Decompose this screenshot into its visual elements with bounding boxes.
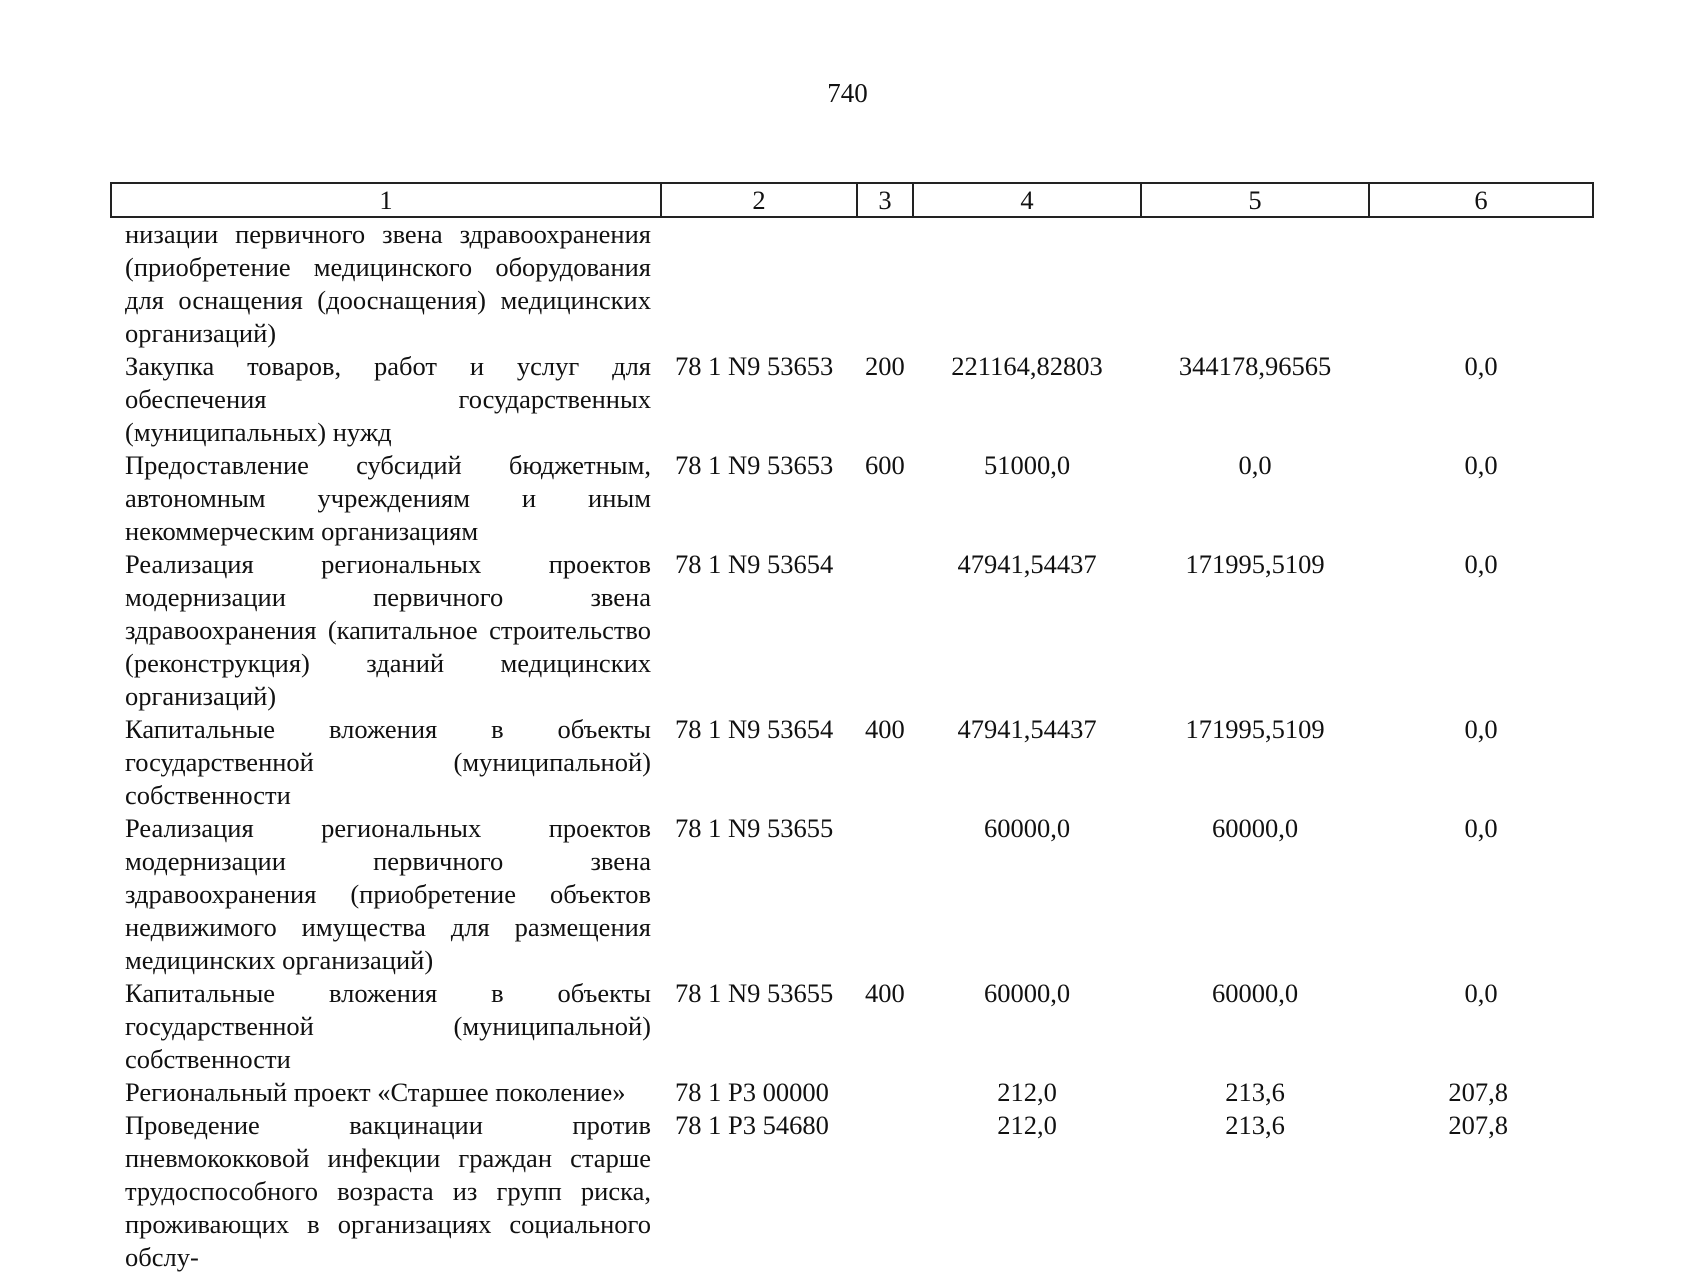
row-value-5 (1141, 217, 1369, 350)
row-expense-type (857, 1109, 913, 1274)
row-value-5: 171995,5109 (1185, 714, 1325, 744)
table-row (111, 1109, 1593, 1274)
page-number: 740 (827, 78, 868, 108)
header-col-2: 2 (661, 183, 857, 217)
row-expense-type (857, 1076, 913, 1109)
table-row (111, 1076, 1593, 1109)
row-code: 78 1 N9 53654 (675, 714, 834, 744)
row-value-5: 60000,0 (1211, 978, 1299, 1008)
table-row (111, 350, 1593, 449)
row-expense-type (857, 548, 913, 713)
row-name: Проведение вакцинации против пневмококковой инфекции граждан старше трудоспособного возраста из групп риска, проживающих в организациях социального обслу- (125, 1110, 651, 1272)
row-value-4: 60000,0 (983, 978, 1071, 1008)
row-value-5: 171995,5109 (1185, 549, 1325, 579)
row-value-4: 212,0 (997, 1077, 1057, 1107)
row-expense-type: 400 (865, 714, 905, 744)
row-value-5: 60000,0 (1211, 813, 1299, 843)
row-name: Реализация региональных проектов модернизации первичного звена здравоохранения (капитальное строительство (реконструкция) зданий медицинских организаций) (125, 549, 651, 711)
row-value-4: 221164,82803 (951, 351, 1103, 381)
table-row (111, 812, 1593, 977)
row-value-6: 207,8 (1448, 1110, 1508, 1140)
row-value-6: 0,0 (1464, 813, 1498, 843)
row-expense-type: 400 (865, 978, 905, 1008)
row-code: 78 1 N9 53653 (675, 450, 834, 480)
row-name: Региональный проект «Старшее поколение» (125, 1077, 626, 1107)
row-value-6: 0,0 (1464, 450, 1498, 480)
row-code: 78 1 P3 00000 (675, 1077, 829, 1107)
row-value-6: 0,0 (1464, 978, 1498, 1008)
row-value-4: 212,0 (997, 1110, 1057, 1140)
row-code (661, 217, 857, 350)
table-header (111, 183, 1593, 217)
row-value-4: 51000,0 (983, 450, 1071, 480)
table-row (111, 713, 1593, 812)
row-value-6 (1369, 217, 1593, 350)
row-value-5: 213,6 (1225, 1077, 1285, 1107)
header-col-4: 4 (913, 183, 1141, 217)
table-row (111, 977, 1593, 1076)
row-code: 78 1 N9 53655 (675, 813, 834, 843)
row-name: Закупка товаров, работ и услуг для обеспечения государственных (муниципальных) нужд (125, 351, 651, 447)
row-value-4: 47941,54437 (957, 549, 1097, 579)
row-value-5: 213,6 (1225, 1110, 1285, 1140)
row-expense-type: 200 (865, 351, 905, 381)
row-code: 78 1 N9 53654 (675, 549, 834, 579)
row-value-4 (913, 217, 1141, 350)
row-name: Предоставление субсидий бюджетным, автономным учреждениям и иным некоммерческим организациям (125, 450, 651, 546)
row-name: Капитальные вложения в объекты государственной (муниципальной) собственности (125, 714, 651, 810)
row-code: 78 1 P3 54680 (675, 1110, 829, 1140)
table-row (111, 217, 1593, 350)
table-row (111, 548, 1593, 713)
row-value-5: 344178,96565 (1178, 351, 1332, 381)
table-row (111, 449, 1593, 548)
row-expense-type: 600 (865, 450, 905, 480)
row-name: Капитальные вложения в объекты государственной (муниципальной) собственности (125, 978, 651, 1074)
row-code: 78 1 N9 53655 (675, 978, 834, 1008)
header-col-5: 5 (1141, 183, 1369, 217)
header-col-6: 6 (1369, 183, 1593, 217)
row-expense-type (857, 812, 913, 977)
header-col-1: 1 (111, 183, 661, 217)
row-value-4: 47941,54437 (957, 714, 1097, 744)
row-value-6: 207,8 (1448, 1077, 1508, 1107)
row-value-5: 0,0 (1238, 450, 1272, 480)
row-value-6: 0,0 (1464, 714, 1498, 744)
row-name: низации первичного звена здравоохранения (приобретение медицинского оборудования для оснащения (дооснащения) медицинских организаций) (125, 219, 651, 348)
row-value-4: 60000,0 (983, 813, 1071, 843)
row-name: Реализация региональных проектов модернизации первичного звена здравоохранения (приобретение объектов недвижимого имущества для размещения медицинских организаций) (125, 813, 651, 975)
table-body (111, 217, 1593, 1274)
header-row (111, 183, 1593, 217)
budget-table-container (110, 182, 1592, 1274)
row-value-6: 0,0 (1464, 351, 1498, 381)
budget-table (110, 182, 1594, 1274)
header-col-3: 3 (857, 183, 913, 217)
row-expense-type (857, 217, 913, 350)
row-code: 78 1 N9 53653 (675, 351, 834, 381)
row-value-6: 0,0 (1464, 549, 1498, 579)
